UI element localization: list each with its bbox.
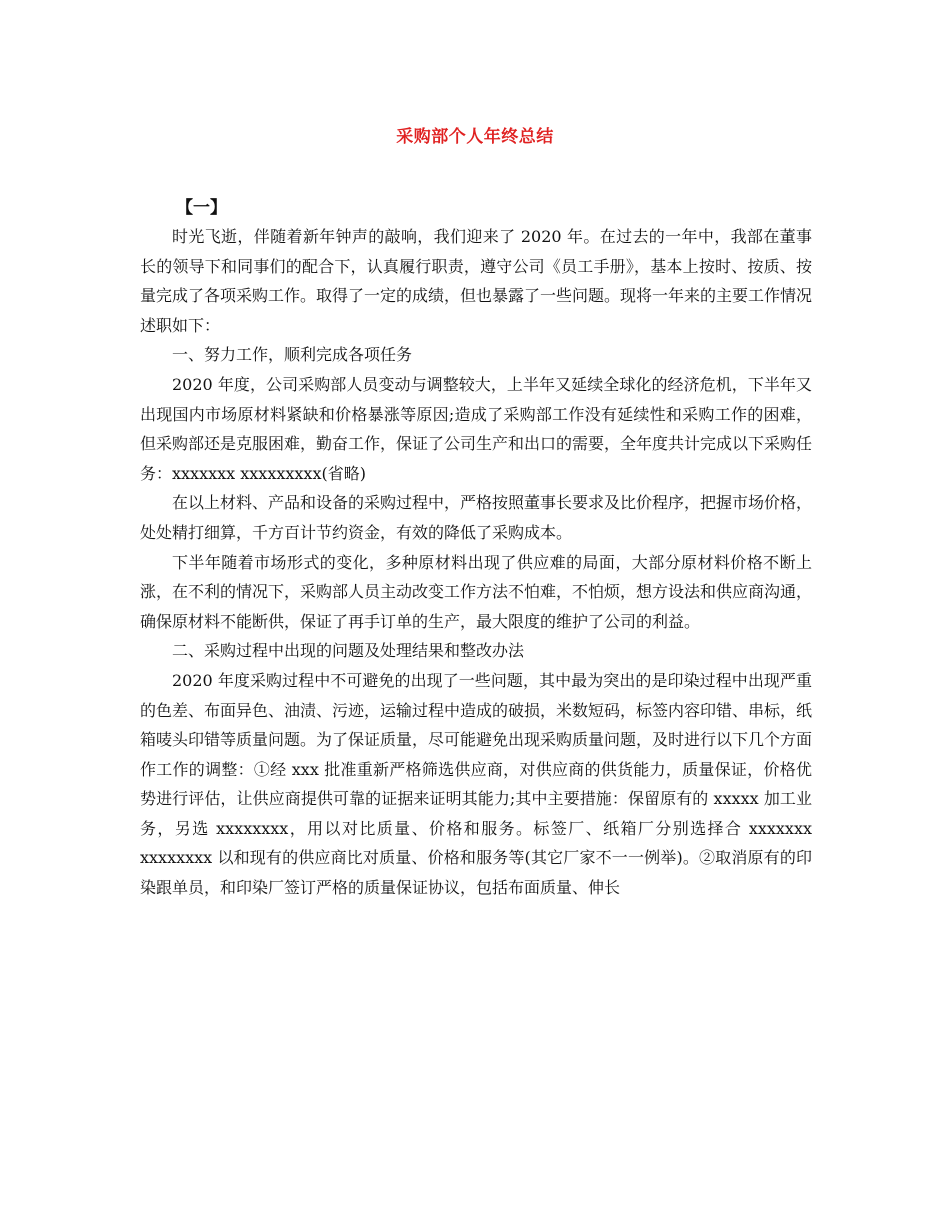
paragraph: 2020 年度，公司采购部人员变动与调整较大，上半年又延续全球化的经济危机，下半年又出现国内市场原材料紧缺和价格暴涨等原因;造成了采购部工作没有延续性和采购工作的困难，但采购部还是克服困难，勤奋工作，保证了公司生产和出口的需要，全年度共计完成以下采购任务：xxxxxxx xxxxxxxxx(省略)	[140, 374, 813, 483]
document-body	[140, 222, 812, 903]
paragraph-intro: 时光飞逝，伴随着新年钟声的敲响，我们迎来了 2020 年。在过去的一年中，我部在董事长的领导下和同事们的配合下，认真履行职责，遵守公司《员工手册》，基本上按时、按质、按量完成了各项采购工作。取得了一定的成绩，但也暴露了一些问题。现将一年来的主要工作情况述职如下：	[140, 227, 813, 335]
heading-1: 一、努力工作，顺利完成各项任务	[172, 345, 413, 365]
heading-2: 二、采购过程中出现的问题及处理结果和整改办法	[172, 641, 525, 661]
paragraph: 2020 年度采购过程中不可避免的出现了一些问题，其中最为突出的是印染过程中出现严重的色差、布面异色、油渍、污迹，运输过程中造成的破损，米数短码，标签内容印错、串标，纸箱唛头印错等质量问题。为了保证质量，尽可能避免出现采购质量问题，及时进行以下几个方面作工作的调整：①经 xxx 批准重新严格筛选供应商，对供应商的供货能力，质量保证，价格优势进行评估，让供应商提供可靠的证据来证明其能力;其中主要措施：保留原有的 xxxxx 加工业务，另选 xxxxxxxx，用以对比质量、价格和服务。标签厂、纸箱厂分别选择合 xxxxxxx xxxxxxxx 以和现有的供应商比对质量、价格和服务等(其它厂家不一一例举)。②取消原有的印染跟单员，和印染厂签订严格的质量保证协议，包括布面质量、伸长	[140, 670, 813, 898]
paragraph: 下半年随着市场形式的变化，多种原材料出现了供应难的局面，大部分原材料价格不断上涨，在不利的情况下，采购部人员主动改变工作方法不怕难，不怕烦，想方设法和供应商沟通，确保原材料不能断供，保证了再手订单的生产，最大限度的维护了公司的利益。	[140, 552, 813, 631]
section-tag: 【一】	[176, 198, 227, 218]
document-title: 采购部个人年终总结	[396, 127, 554, 147]
paragraph: 在以上材料、产品和设备的采购过程中，严格按照董事长要求及比价程序，把握市场价格，处处精打细算，千方百计节约资金，有效的降低了采购成本。	[140, 493, 813, 542]
